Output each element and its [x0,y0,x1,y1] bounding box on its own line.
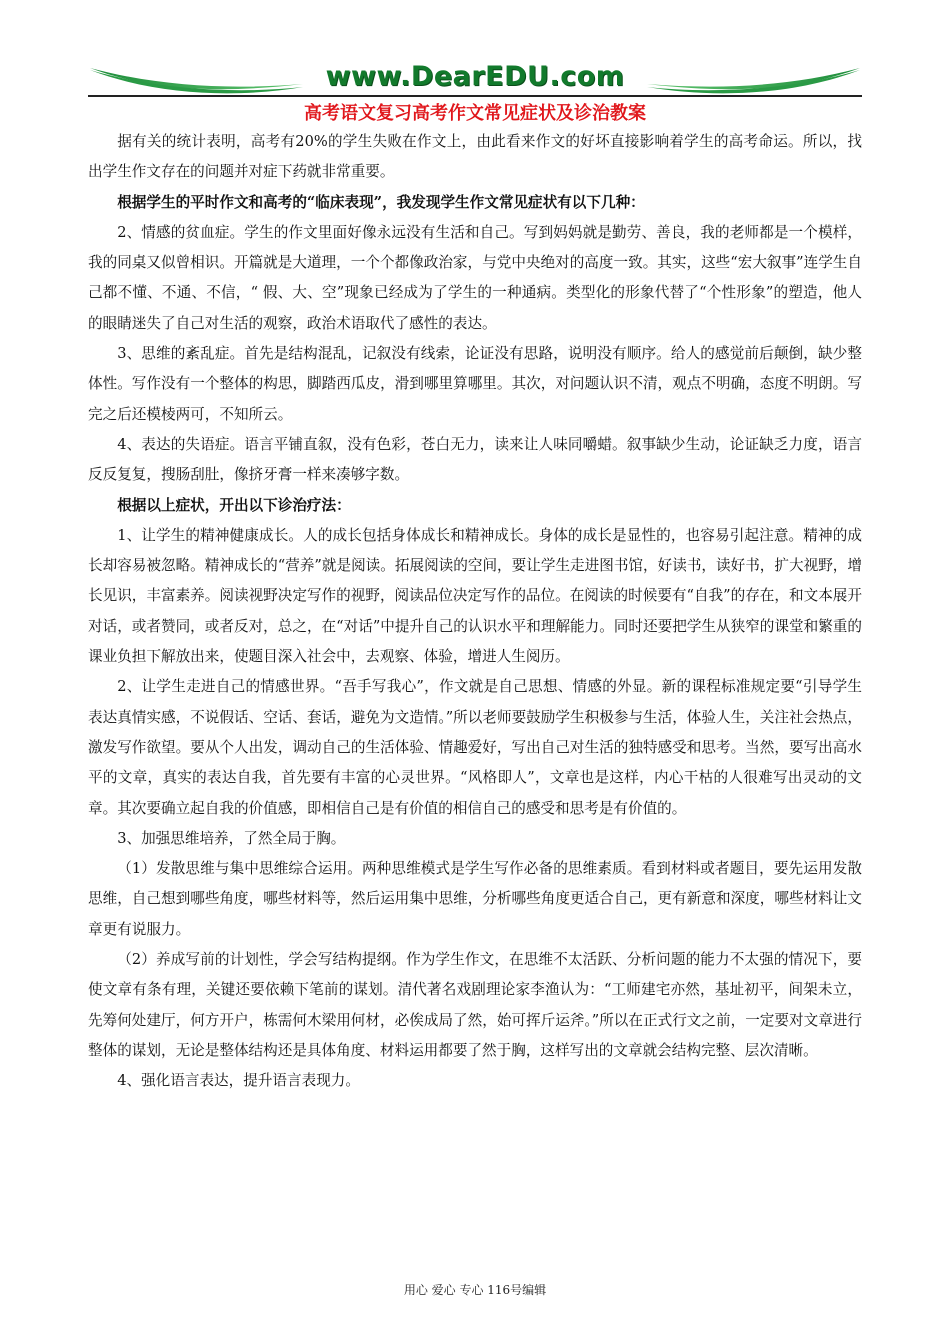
body-paragraph: 2、情感的贫血症。学生的作文里面好像永远没有生活和自己。写到妈妈就是勤劳、善良，我的老师都是一个模样，我的同桌又似曾相识。开篇就是大道理，一个个都像政治家，与党中央绝对的高度一致。其实，这些“宏大叙事”连学生自己都不懂、不通、不信，“ 假、大、空”现象已经成为了学生的一种通病。类型化的形象代替了“个性形象”的塑造，他人的眼睛迷失了自己对生活的观察，政治术语取代了感性的表达。 [88,223,862,332]
document-body [88,127,862,1097]
section-heading: 根据以上症状，开出以下诊治疗法： [117,496,351,514]
document-title: 高考语文复习高考作文常见症状及诊治教案 [304,103,646,124]
page-footer: 用心 爱心 专心 116号编辑 [403,1283,547,1297]
body-paragraph: 1、让学生的精神健康成长。人的成长包括身体成长和精神成长。身体的成长是显性的，也容易引起注意。精神的成长却容易被忽略。精神成长的“营养”就是阅读。拓展阅读的空间，要让学生走进图书馆，好读书，读好书，扩大视野，增长见识，丰富素养。阅读视野决定写作的视野，阅读品位决定写作的品位。在阅读的时候要有“自我”的存在，和文本展开对话，或者赞同，或者反对，总之，在“对话”中提升自己的认识水平和理解能力。同时还要把学生从狭窄的课堂和繁重的课业负担下解放出来，使题目深入社会中，去观察、体验，增进人生阅历。 [88,526,862,666]
body-paragraph: 2、让学生走进自己的情感世界。“吾手写我心”，作文就是自己思想、情感的外显。新的课程标准规定要“引导学生表达真情实感，不说假话、空话、套话，避免为文造情。”所以老师要鼓励学生积极参与生活，体验人生，关注社会热点，激发写作欲望。要从个人出发，调动自己的生活体验、情趣爱好，写出自己对生活的独特感受和思考。当然，要写出高水平的文章，真实的表达自我，首先要有丰富的心灵世界。“风格即人”，文章也是这样，内心干枯的人很难写出灵动的文章。其次要确立起自我的价值感，即相信自己是有价值的相信自己的感受和思考是有价值的。 [88,678,862,817]
body-paragraph: 4、表达的失语症。语言平铺直叙，没有色彩，苍白无力，读来让人味同嚼蜡。叙事缺少生动，论证缺乏力度，语言反反复复，搜肠刮肚，像挤牙膏一样来凑够字数。 [88,435,862,484]
body-paragraph: （2）养成写前的计划性，学会写结构提纲。作为学生作文，在思维不太活跃、分析问题的能力不太强的情况下，要使文章有条有理，关键还要依赖下笔前的谋划。清代著名戏剧理论家李渔认为：“工师建宅亦然，基址初平，间架未立，先筹何处建厅，何方开户，栋需何木梁用何材，必俟成局了然，始可挥斤运斧。”所以在正式行文之前，一定要对文章进行整体的谋划，无论是整体结构还是具体角度、材料运用都要了然于胸，这样写出的文章就会结构完整、层次清晰。 [88,951,862,1059]
body-paragraph: 4、强化语言表达，提升语言表现力。 [117,1072,360,1090]
header-divider [88,95,862,97]
body-paragraph: 据有关的统计表明，高考有20%的学生失败在作文上，由此看来作文的好坏直接影响着学生的高考命运。所以，找出学生作文存在的问题并对症下药就非常重要。 [88,133,862,181]
section-heading: 根据学生的平时作文和高考的“临床表现”，我发现学生作文常见症状有以下几种： [117,193,645,211]
body-paragraph: （1）发散思维与集中思维综合运用。两种思维模式是学生写作必备的思维素质。看到材料或者题目，要先运用发散思维，自己想到哪些角度，哪些材料等，然后运用集中思维，分析哪些角度更适合自己，更有新意和深度，哪些材料让文章更有说服力。 [88,860,862,938]
body-paragraph: 3、思维的紊乱症。首先是结构混乱，记叙没有线索，论证没有思路，说明没有顺序。给人的感觉前后颠倒，缺少整体性。写作没有一个整体的构思，脚踏西瓜皮，滑到哪里算哪里。其次，对问题认识不清，观点不明确，态度不明朗。写完之后还模棱两可，不知所云。 [88,345,862,423]
body-paragraph: 3、加强思维培养，了然全局于胸。 [117,829,346,847]
site-logo: www.DearEDU.com [325,61,625,92]
